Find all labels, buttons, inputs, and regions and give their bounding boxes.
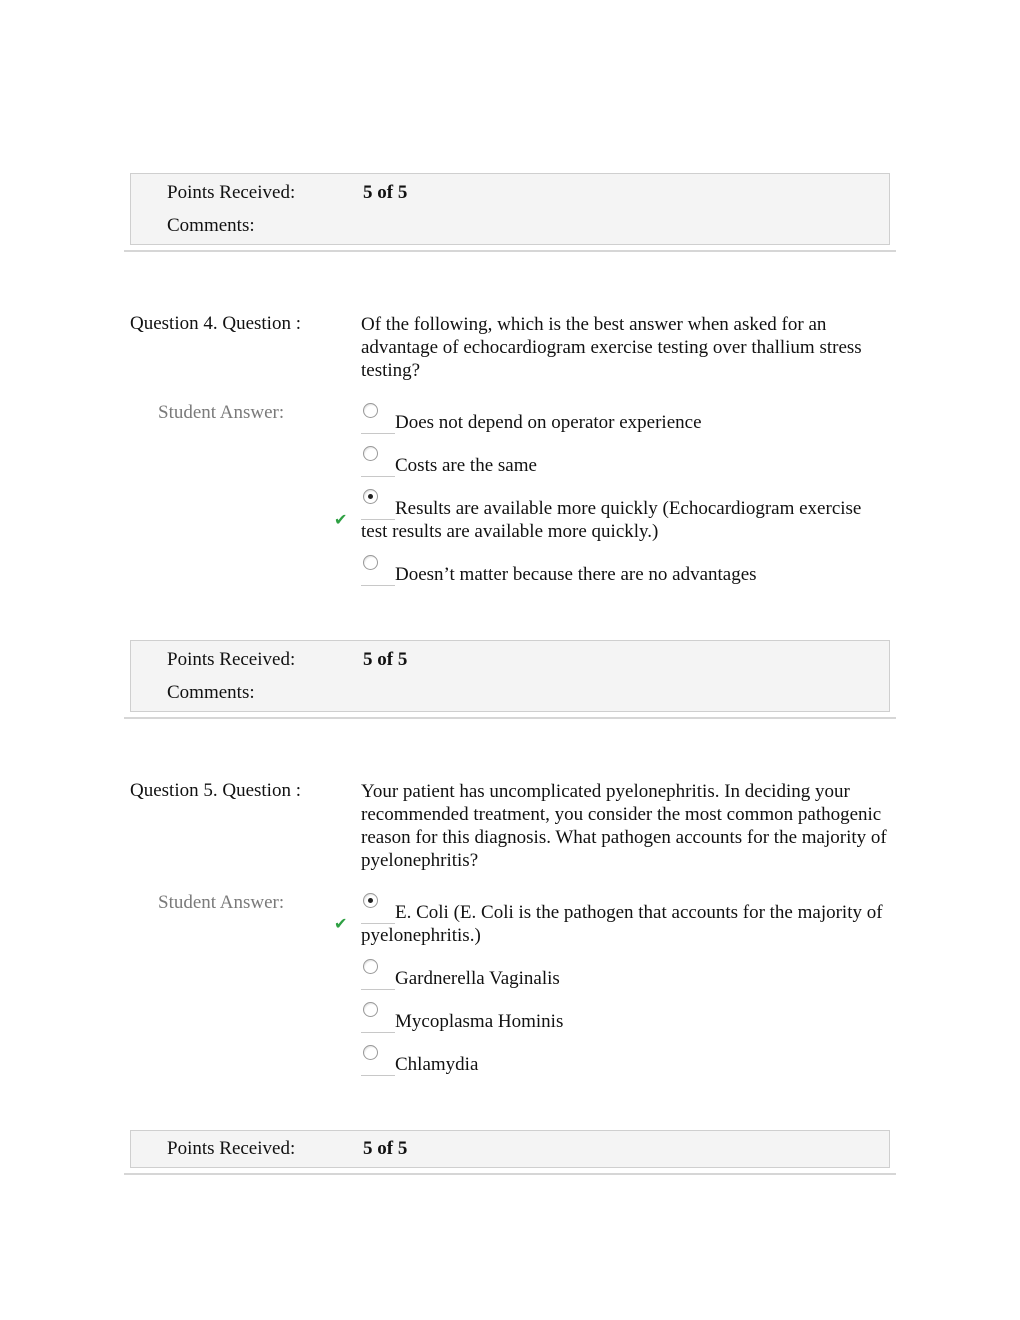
answer-option-text: Does not depend on operator experience xyxy=(395,412,702,433)
question-text: Of the following, which is the best answer when asked for an advantage of echocardiogram exercise testing over thallium stress testing? xyxy=(361,314,862,381)
radio-button[interactable] xyxy=(361,967,395,990)
divider xyxy=(124,1173,896,1175)
answer-option[interactable] xyxy=(361,967,891,990)
points-label: Points Received: xyxy=(167,1138,296,1159)
answer-option[interactable] xyxy=(361,1010,891,1033)
answer-option-selected[interactable] xyxy=(361,497,891,543)
points-value: 5 of 5 xyxy=(363,182,408,203)
divider xyxy=(124,250,896,252)
checkmark-icon: ✔ xyxy=(334,510,348,529)
answer-option-text: Doesn’t matter because there are no advantages xyxy=(395,564,757,585)
question-text: Your patient has uncomplicated pyelonephritis. In deciding your recommended treatment, you consider the most common pathogenic reason for this diagnosis. What pathogen accounts for the majority of pyelonephritis? xyxy=(361,781,887,871)
comments-label: Comments: xyxy=(167,682,255,703)
points-value: 5 of 5 xyxy=(363,1138,408,1159)
points-box-q5 xyxy=(130,1130,890,1168)
answer-option-selected[interactable] xyxy=(361,901,891,947)
checkmark-icon: ✔ xyxy=(334,914,348,933)
points-box-q3 xyxy=(130,173,890,245)
comments-label: Comments: xyxy=(167,215,255,236)
answer-option-text: Mycoplasma Hominis xyxy=(395,1011,564,1032)
answer-option-text: Chlamydia xyxy=(395,1054,479,1075)
divider xyxy=(124,717,896,719)
radio-button[interactable] xyxy=(361,563,395,586)
question-label: Question 5. Question : xyxy=(130,780,301,801)
points-box-q4 xyxy=(130,640,890,712)
answer-option[interactable] xyxy=(361,454,891,477)
radio-button[interactable] xyxy=(361,454,395,477)
answer-option-text: Costs are the same xyxy=(395,455,537,476)
radio-button[interactable] xyxy=(361,411,395,434)
radio-button[interactable] xyxy=(361,1053,395,1076)
points-label: Points Received: xyxy=(167,649,296,670)
student-answer-label: Student Answer: xyxy=(158,892,285,913)
radio-button-selected[interactable] xyxy=(361,497,395,520)
radio-button[interactable] xyxy=(361,1010,395,1033)
student-answer-label: Student Answer: xyxy=(158,402,285,423)
points-label: Points Received: xyxy=(167,182,296,203)
answer-option-text: Gardnerella Vaginalis xyxy=(395,968,560,989)
answer-option-text: E. Coli (E. Coli is the pathogen that accounts for the majority of pyelonephritis.) xyxy=(361,902,883,946)
points-value: 5 of 5 xyxy=(363,649,408,670)
question-label: Question 4. Question : xyxy=(130,313,301,334)
answer-option[interactable] xyxy=(361,1053,891,1076)
radio-button-selected[interactable] xyxy=(361,901,395,924)
answer-option-text: Results are available more quickly (Echocardiogram exercise test results are available more quickly.) xyxy=(361,498,862,542)
answer-option[interactable] xyxy=(361,411,891,434)
answer-option[interactable] xyxy=(361,563,891,586)
